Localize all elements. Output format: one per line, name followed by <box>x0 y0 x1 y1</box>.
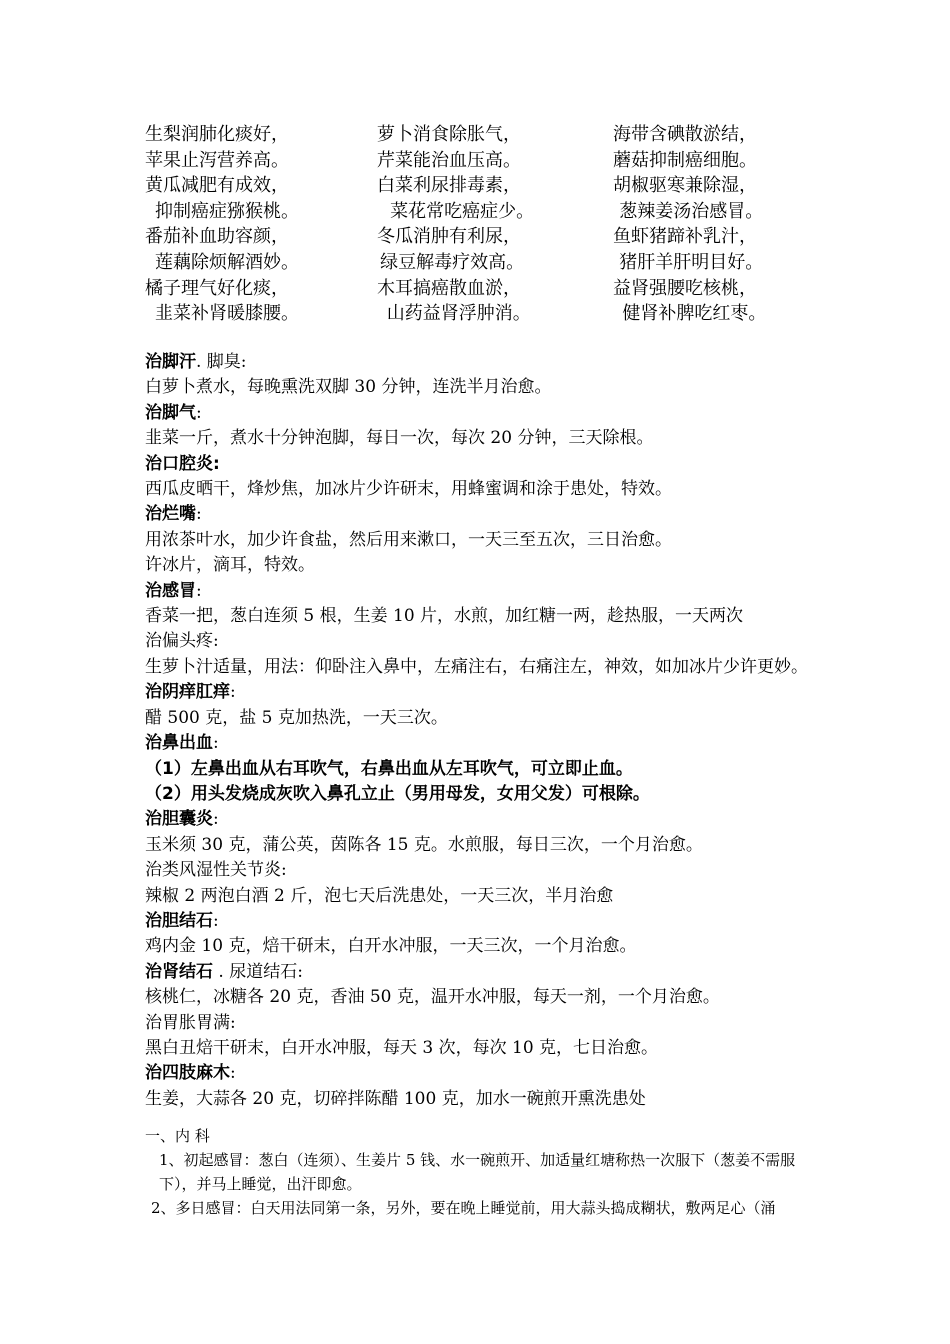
heading-bold: 治口腔炎: <box>145 453 220 474</box>
verse-cell: 蘑菇抑制癌细胞。 <box>613 149 757 171</box>
remedy-text: 核桃仁，冰糖各 20 克，香油 50 克，温开水冲服，每天一剂，一个月治愈。 <box>145 987 720 1008</box>
remedies-list <box>145 350 815 1112</box>
verse-row <box>145 173 825 199</box>
heading-bold: 治脚汗 <box>145 352 196 372</box>
remedy-heading <box>145 502 815 527</box>
remedy-text: 白萝卜煮水，每晚熏洗双脚 30 分钟，连洗半月治愈。 <box>145 377 552 398</box>
remedy-text: 鸡内金 10 克，焙干研末，白开水冲服，一天三次，一个月治愈。 <box>145 936 637 957</box>
heading-rest: : <box>230 682 236 703</box>
heading-rest: : <box>213 910 219 931</box>
verse-cell: 苹果止泻营养高。 <box>145 149 289 171</box>
verse-cell: 健肾补脾吃红枣。 <box>622 303 767 325</box>
verse-row <box>145 148 825 174</box>
remedy-text-bold: （2）用头发烧成灰吹入鼻孔立止（男用母发，女用父发）可根除。 <box>145 783 650 804</box>
remedy-heading <box>145 579 815 604</box>
verse-row <box>145 199 825 225</box>
remedy-text-bold: （1）左鼻出血从右耳吹气，右鼻出血从左耳吹气，可立即止血。 <box>145 758 633 779</box>
heading-bold: 治烂嘴 <box>145 504 196 525</box>
section-title: 一、内 科 <box>145 1127 210 1145</box>
verse-cell: 绿豆解毒疗效高。 <box>380 251 525 273</box>
heading-rest: : <box>196 504 202 525</box>
heading-bold: 治肾结石 <box>145 961 213 982</box>
remedy-text: 黑白丑焙干研末，白开水冲服，每天 3 次，每次 10 克，七日治愈。 <box>145 1037 659 1058</box>
verse-cell: 抑制癌症猕猴桃。 <box>155 200 299 222</box>
section-item: 1、初起感冒：葱白（连须）、生姜片 5 钱、水一碗煎开、加适量红塘称热一次服下（葱姜不需服下），并马上睡觉，出汗即愈。 <box>159 1151 796 1193</box>
verse-cell: 生梨润肺化痰好， <box>145 124 289 145</box>
verse-cell: 胡椒驱寒兼除湿， <box>613 175 757 197</box>
verse-cell: 海带含碘散淤结， <box>613 124 757 145</box>
verse-cell: 猪肝羊肝明目好。 <box>619 251 764 273</box>
verse-cell: 木耳搞癌散血淤， <box>377 277 521 299</box>
section-item: 2、多日感冒：白天用法同第一条，另外，要在晚上睡觉前，用大蒜头捣成糊状，敷两足心（涌 <box>151 1199 776 1217</box>
remedy-heading: 治类风湿性关节炎: <box>145 860 287 881</box>
remedy-heading: 治胃胀胃满: <box>145 1012 236 1033</box>
food-verse-block <box>145 122 825 327</box>
remedy-heading <box>145 960 815 985</box>
remedy-text: 香菜一把，葱白连须 5 根，生姜 10 片，水煎，加红糖一两，趁热服，一天两次 <box>145 606 744 627</box>
heading-rest: : <box>213 733 219 754</box>
remedy-heading <box>145 1061 815 1086</box>
verse-cell: 莲藕除烦解酒妙。 <box>155 251 299 273</box>
verse-cell: 山药益肾浮肿消。 <box>386 303 531 325</box>
remedy-text: 玉米须 30 克，蒲公英，茵陈各 15 克。水煎服，每日三次，一个月治愈。 <box>145 834 703 855</box>
verse-row <box>145 122 825 148</box>
heading-rest: : <box>230 1063 236 1084</box>
verse-row <box>145 301 825 327</box>
heading-rest: : <box>196 402 202 423</box>
remedy-heading <box>145 807 815 832</box>
verse-row <box>145 250 825 276</box>
verse-cell: 芹菜能治血压高。 <box>377 149 521 171</box>
remedy-text: 生姜，大蒜各 20 克，切碎拌陈醋 100 克，加水一碗煎开熏洗患处 <box>145 1088 646 1109</box>
heading-rest: : <box>196 580 202 601</box>
remedy-text: 西瓜皮晒干，烽炒焦，加冰片少许研末，用蜂蜜调和涂于患处，特效。 <box>145 479 672 500</box>
heading-bold: 治胆囊炎 <box>145 809 213 830</box>
remedy-heading <box>145 909 815 934</box>
verse-row <box>145 276 825 302</box>
heading-rest: . 尿道结石: <box>213 961 303 982</box>
verse-cell: 鱼虾猪蹄补乳汁， <box>613 226 757 248</box>
heading-rest: . 脚臭: <box>196 352 247 372</box>
remedy-heading: 治偏头疼: <box>145 631 219 652</box>
internal-medicine-section <box>145 1124 815 1220</box>
remedy-heading <box>145 401 815 426</box>
verse-cell: 橘子理气好化痰， <box>145 277 289 299</box>
heading-bold: 治阴痒肛痒 <box>145 682 230 703</box>
heading-bold: 治感冒 <box>145 580 196 601</box>
remedy-text: 许冰片，滴耳，特效。 <box>145 555 315 576</box>
remedy-text: 生萝卜汁适量，用法：仰卧注入鼻中，左痛注右，右痛注左，神效，如加冰片少许更妙。 <box>145 656 808 677</box>
heading-bold: 治胆结石 <box>145 910 213 931</box>
verse-cell: 黄瓜减肥有成效， <box>145 175 289 197</box>
verse-row <box>145 224 825 250</box>
heading-rest: : <box>213 809 219 830</box>
verse-cell: 韭菜补肾暖膝腰。 <box>155 303 299 325</box>
heading-bold: 治四肢麻木 <box>145 1063 230 1084</box>
remedy-heading <box>145 731 815 756</box>
remedy-heading <box>145 350 815 375</box>
remedy-heading <box>145 452 815 477</box>
verse-cell: 番茄补血助容颜， <box>145 226 289 248</box>
verse-cell: 萝卜消食除胀气， <box>377 124 521 145</box>
heading-bold: 治脚气 <box>145 402 196 423</box>
remedy-text: 醋 500 克，盐 5 克加热洗，一天三次。 <box>145 707 448 728</box>
remedy-text: 韭菜一斤，煮水十分钟泡脚，每日一次，每次 20 分钟，三天除根。 <box>145 428 654 449</box>
remedy-text: 辣椒 2 两泡白酒 2 斤，泡七天后洗患处，一天三次，半月治愈 <box>145 885 614 906</box>
verse-cell: 葱辣姜汤治感冒。 <box>619 200 764 222</box>
remedy-text: 用浓茶叶水，加少许食盐，然后用来漱口，一天三至五次，三日治愈。 <box>145 529 672 550</box>
verse-cell: 白菜利尿排毒素， <box>377 175 521 197</box>
verse-cell: 菜花常吃癌症少。 <box>390 200 535 222</box>
heading-bold: 治鼻出血 <box>145 733 213 754</box>
verse-cell: 冬瓜消肿有利尿， <box>377 226 521 248</box>
remedy-heading <box>145 680 815 705</box>
verse-cell: 益肾强腰吃核桃， <box>613 277 757 299</box>
